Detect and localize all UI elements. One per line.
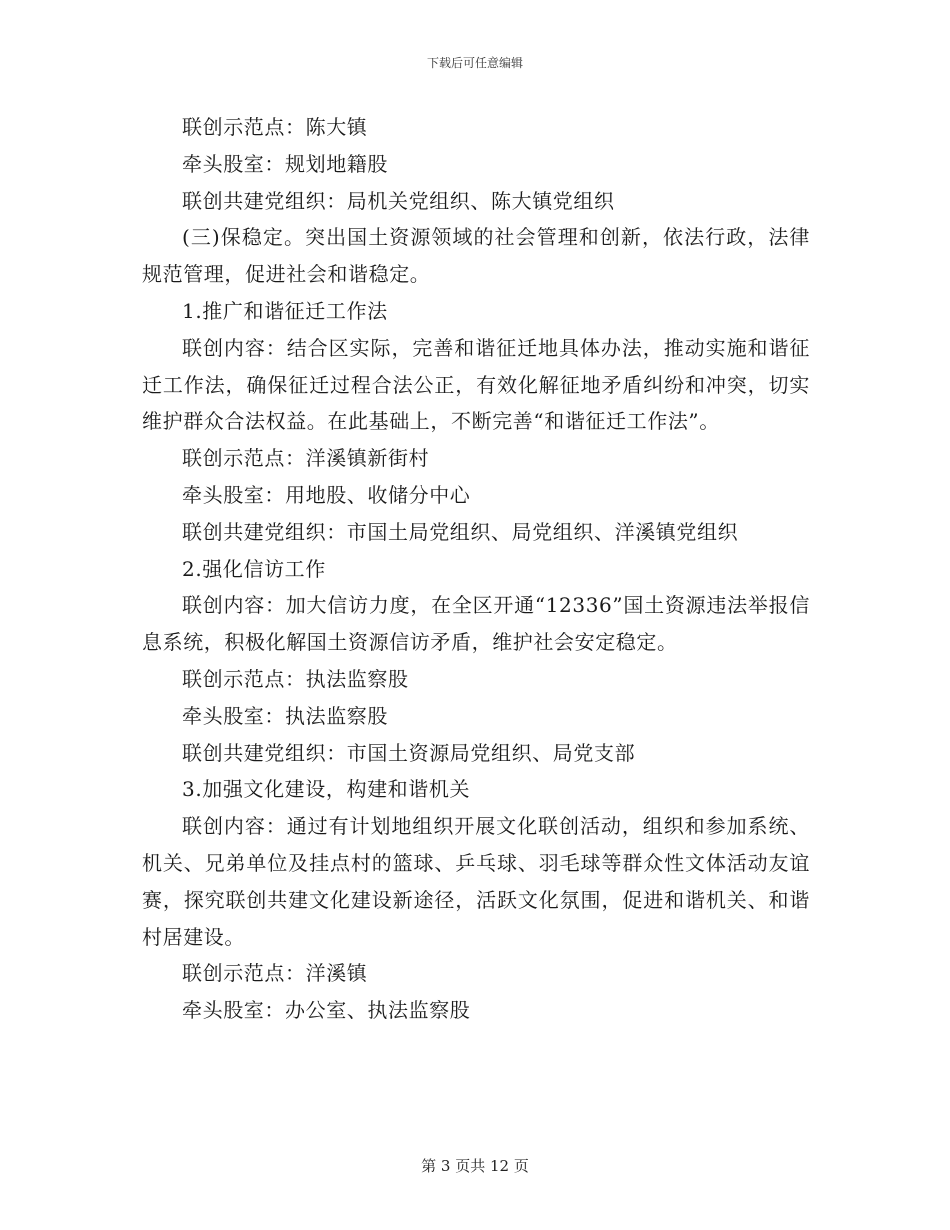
- section-heading: 3.加强文化建设，构建和谐机关: [182, 777, 471, 802]
- paragraph: 联创共建党组织：局机关党组织、陈大镇党组织: [182, 188, 615, 213]
- paragraph: 联创内容：结合区实际，完善和谐征迁地具体办法，推动实施和谐征迁工作法，确保征迁过程合法公正，有效化解征地矛盾纠纷和冲突，切实维护群众合法权益。在此基础上，不断完善“和谐征迁工作法”。: [142, 335, 810, 434]
- paragraph: 牵头股室：用地股、收储分中心: [182, 482, 471, 507]
- page-header: 下载后可任意编辑: [426, 56, 523, 70]
- paragraph: 牵头股室：规划地籍股: [182, 151, 388, 176]
- document-body: [142, 109, 810, 1029]
- paragraph: 联创示范点：陈大镇: [182, 115, 368, 139]
- paragraph: 牵头股室：办公室、执法监察股: [182, 998, 471, 1023]
- paragraph: 联创共建党组织：市国土资源局党组织、局党支部: [182, 740, 636, 765]
- paragraph: 联创内容：通过有计划地组织开展文化联创活动，组织和参加系统、机关、兄弟单位及挂点村的篮球、乒乓球、羽毛球等群众性文体活动友谊赛，探究联创共建文化建设新途径，活跃文化氛围，促进和谐机关、和谐村居建设。: [142, 814, 810, 949]
- paragraph: 联创示范点：洋溪镇新街村: [182, 446, 430, 471]
- paragraph: 联创示范点：洋溪镇: [182, 961, 368, 986]
- paragraph: 牵头股室：执法监察股: [182, 703, 388, 728]
- paragraph: 联创共建党组织：市国土局党组织、局党组织、洋溪镇党组织: [182, 519, 739, 544]
- paragraph: (三)保稳定。突出国土资源领域的社会管理和创新，依法行政，法律规范管理，促进社会和谐稳定。: [142, 225, 810, 287]
- section-heading: 2.强化信访工作: [182, 556, 326, 581]
- paragraph: 联创内容：加大信访力度，在全区开通“12336”国土资源违法举报信息系统，积极化解国土资源信访矛盾，维护社会安定稳定。: [142, 593, 810, 655]
- section-heading: 1.推广和谐征迁工作法: [182, 298, 388, 323]
- page-footer: 第 3 页共 12 页: [421, 1157, 529, 1175]
- paragraph: 联创示范点：执法监察股: [182, 666, 409, 691]
